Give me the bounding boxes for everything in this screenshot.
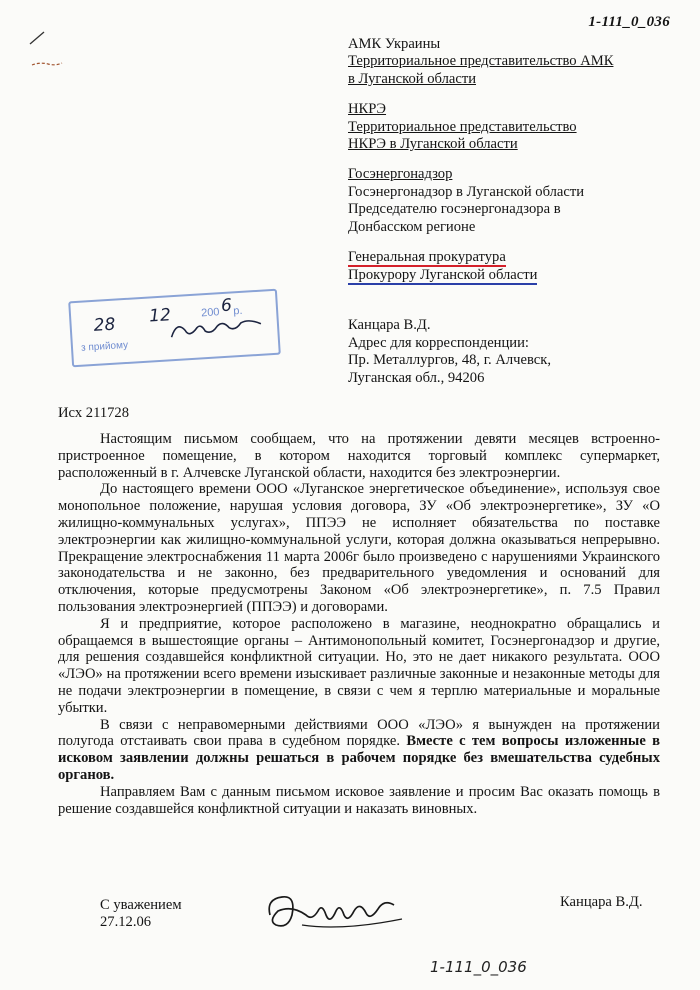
letter-date: 27.12.06 (100, 914, 152, 930)
recipient-nkre (348, 101, 678, 153)
regards: С уважением (100, 897, 182, 913)
recipient-org: АМК Украины (348, 36, 441, 52)
recipient-line: Госэнергонадзор в Луганской области (348, 183, 585, 200)
recipient-org: НКРЭ (348, 101, 387, 118)
recipient-org: Генеральная прокуратура (348, 249, 506, 266)
recipient-line: Прокурору Луганской области (348, 267, 538, 284)
bold-statement: Вместе с тем вопросы изложенные в исковом заявлении должны решаться в рабочем порядке без вмешательства судебных органов. (58, 733, 660, 783)
address-label: Адрес для корреспонденции: (348, 334, 529, 351)
stamp-footer-text: з прийому (80, 339, 129, 354)
recipient-org: Госэнергонадзор (348, 166, 453, 183)
signer-name: Канцара В.Д. (560, 894, 643, 910)
paragraph: Я и предприятие, которое расположено в магазине, неоднократно обращались и обращаемся в вышестоящие органы – Антимонопольный комитет, Госэнергонадзор и другие, для решения создавшейся конфликтной ситуации. Но, это не дает никакого результата. ООО «ЛЭО» на протяжении всего времени изыскивает различные законные и незаконные методы для не подачи электроэнергии в помещение, в связи с чем я терплю материальные и моральные убытки. (58, 615, 660, 716)
recipient-line: Территориальное представительство АМК (348, 53, 614, 70)
address-line: Пр. Металлургов, 48, г. Алчевск, (348, 352, 552, 369)
recipient-amk (348, 36, 678, 88)
stamp-year: 2006 р. (200, 295, 243, 320)
sender-block (348, 317, 678, 387)
stamp-month: 12 (148, 305, 172, 327)
letter-body (58, 431, 660, 817)
recipient-line: НКРЭ в Луганской области (348, 136, 518, 153)
address-line: Луганская обл., 94206 (348, 369, 485, 386)
outgoing-reference: Исх 211728 (58, 405, 130, 421)
handwritten-archive-number: 1-111_0_036 (430, 958, 527, 976)
recipient-line: Председателю госэнергонадзора в (348, 201, 561, 218)
recipient-prosecutor (348, 249, 678, 285)
registration-stamp (68, 289, 281, 368)
recipient-address-block (348, 36, 678, 298)
paragraph: До настоящего времени ООО «Луганское энергетическое объединение», используя свое монопольное положение, нарушая условия договора, ЗУ «Об электроэнергетике», ЗУ «О жилищно-коммунальных услугах», ППЭЭ не исполняет обязательства по поставке электроэнергии как жилищно-коммунальной услуги, которая должна оказываться непрерывно. Прекращение электроснабжения 11 марта 2006г было произведено с нарушениями Украинского законодательства и не законно, без предварительного уведомления и оснований для отключения, которые предусмотрены Законом «Об электроэнергетике», п. 7.5 Правил пользования электроэнергией (ППЭЭ) и договорами. (58, 481, 660, 615)
closing (100, 897, 182, 931)
pen-mark-top-left (26, 28, 66, 73)
paragraph: Направляем Вам с данным письмом исковое заявление и просим Вас оказать помощь в решение создавшейся конфликтной ситуации и наказать виновных. (58, 783, 660, 817)
stamp-day: 28 (93, 314, 116, 336)
document-id: 1-111_0_036 (588, 14, 670, 30)
recipient-line: Донбасском регионе (348, 218, 476, 235)
signature (262, 885, 412, 940)
recipient-line: Территориальное представительство (348, 118, 577, 135)
recipient-line: в Луганской области (348, 70, 477, 87)
stamp-signature (166, 311, 268, 345)
recipient-gosenergonadzor (348, 166, 678, 236)
sender-name: Канцара В.Д. (348, 317, 431, 333)
paragraph: Настоящим письмом сообщаем, что на протяжении девяти месяцев встроенно-пристроенное помещение, в котором находится торговый комплекс супермаркет, расположенный в г. Алчевске Луганской области, находится без электроэнергии. (58, 431, 660, 481)
paragraph: В связи с неправомерными действиями ООО «ЛЭО» я вынужден на протяжении полугода отстаивать свои права в судебном порядке. Вместе с тем вопросы изложенные в исковом заявлении должны решаться в рабочем порядке без вмешательства судебных органов. (58, 716, 660, 783)
